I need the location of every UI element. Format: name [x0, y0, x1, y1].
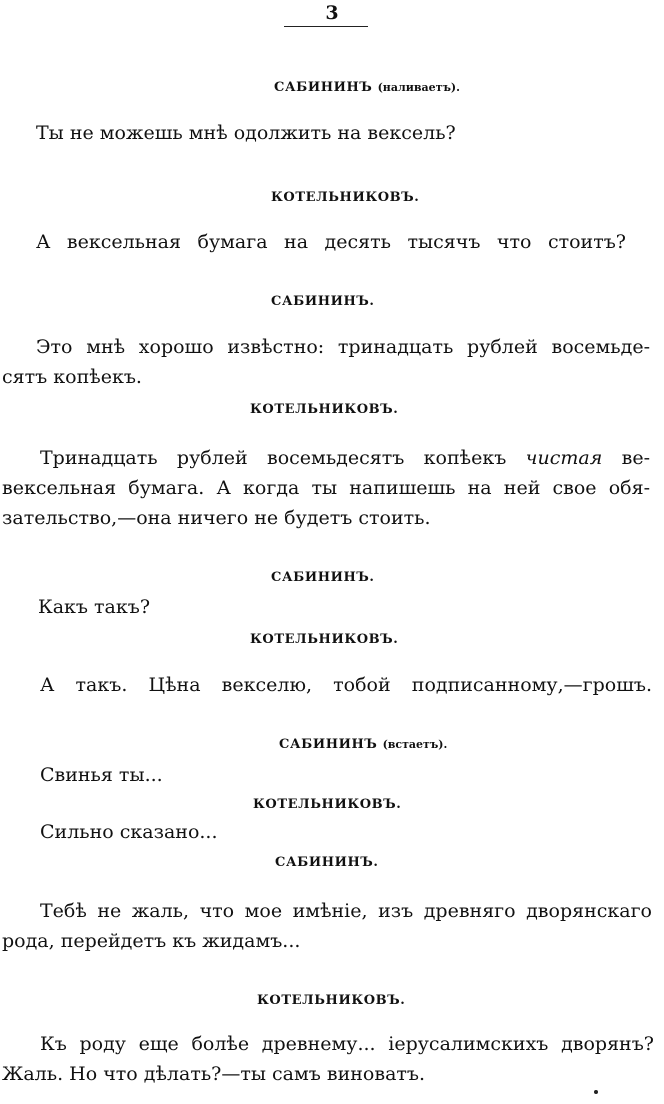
speech-text: ве- [602, 447, 650, 469]
speech-line: зательство,—она ничего не будетъ стоить. [2, 507, 431, 529]
speech-line: сятъ копѣекъ. [2, 366, 142, 388]
speech-line [40, 446, 650, 470]
speaker-label: САБИНИНЪ. [271, 294, 375, 309]
speech-line: Какъ такъ? [38, 596, 151, 618]
speaker-label: КОТЕЛЬНИКОВЪ. [250, 632, 399, 647]
speech-line: Тебѣ не жаль, что мое имѣніе, изъ древняго дворянскаго [40, 900, 652, 922]
speaker-label: КОТЕЛЬНИКОВЪ. [250, 402, 399, 417]
page-number: 3 [325, 2, 339, 24]
speech-line: Это мнѣ хорошо извѣстно: тринадцать рублей восемьде- [36, 336, 650, 358]
speech-line: А вексельная бумага на десять тысячъ что стоитъ? [36, 231, 626, 253]
speaker-label: САБИНИНЪ. [271, 570, 375, 585]
page-number-rule [284, 26, 368, 27]
speech-line: Къ роду еще болѣе древнему... іерусалимскихъ дворянъ? [40, 1033, 654, 1055]
speaker-label: КОТЕЛЬНИКОВЪ. [257, 993, 406, 1008]
speaker-label [279, 737, 447, 753]
speaker-name: САБИНИНЪ [274, 80, 373, 95]
stage-direction: (встаетъ). [382, 738, 448, 751]
speech-text: Тринадцать рублей восемьдесятъ копѣекъ [40, 447, 526, 469]
speech-line: Сильно сказано... [40, 821, 218, 843]
speech-line: Свинья ты... [40, 764, 163, 786]
speech-line: А такъ. Цѣна векселю, тобой подписанному,—грошъ. [40, 674, 652, 696]
speech-line: вексельная бумага. А когда ты напишешь на ней свое обя- [2, 477, 650, 499]
speaker-name: САБИНИНЪ [279, 737, 378, 752]
speech-line: рода, перейдетъ къ жидамъ... [2, 930, 301, 952]
stage-direction: (наливаетъ). [377, 81, 460, 94]
speech-line: Жаль. Но что дѣлать?—ты самъ виноватъ. [2, 1063, 426, 1085]
italic-word: чистая [525, 447, 603, 469]
speaker-label: КОТЕЛЬНИКОВЪ. [253, 797, 402, 812]
speaker-label [274, 80, 460, 96]
ink-speck [594, 1090, 598, 1094]
speech-line: Ты не можешь мнѣ одолжить на вексель? [36, 122, 456, 144]
speaker-label: САБИНИНЪ. [275, 855, 379, 870]
speaker-label: КОТЕЛЬНИКОВЪ. [271, 190, 420, 205]
